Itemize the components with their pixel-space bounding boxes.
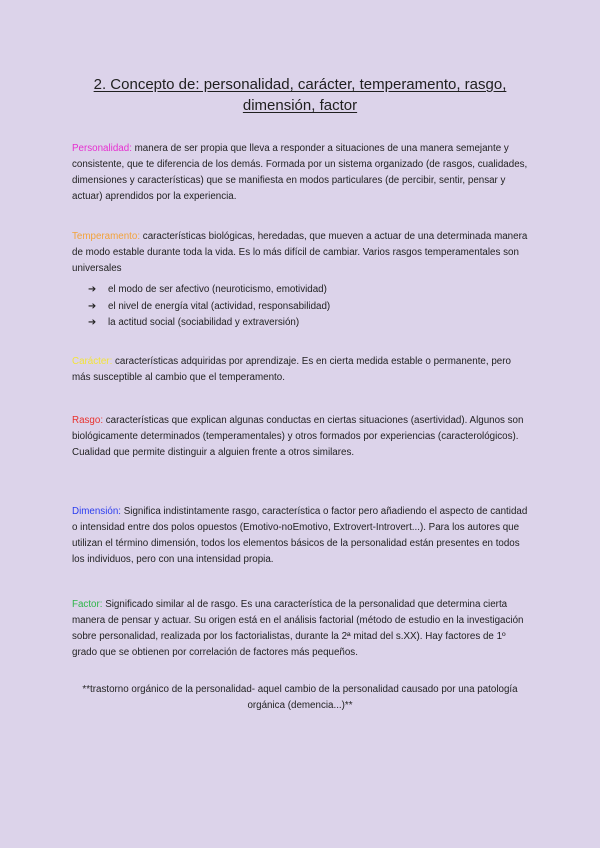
list-item: ➔ la actitud social (sociabilidad y extraversión) — [88, 315, 532, 332]
list-item: ➔ el nivel de energía vital (actividad, responsabilidad) — [88, 299, 532, 316]
section-rasgo — [72, 413, 532, 461]
footnote: **trastorno orgánico de la personalidad- aquel cambio de la personalidad causado por una patología orgánica (demencia...)** — [82, 684, 518, 711]
definition-personalidad: manera de ser propia que lleva a responder a situaciones de una manera semejante y consistente, que te diferencia de los demás. Formada por un sistema organizado (de rasgos, cualidades, dimensiones y características) que se manifiesta en modos particulares (de percibir, sentir, pensar y actuar) aprendidos por la experiencia. — [72, 143, 528, 202]
section-temperamento — [72, 229, 532, 332]
temperamento-paragraph — [72, 229, 532, 277]
term-caracter: Carácter: — [72, 356, 113, 367]
definition-dimension: Significa indistintamente rasgo, característica o factor pero añadiendo el aspecto de cantidad o intensidad entre dos polos opuestos (Emotivo-noEmotivo, Extrovert-Introvert...). Para los autores que utilizan el término dimensión, todos los elementos básicos de la personalidad están presentes en todos los individuos, pero con una intensidad propia. — [72, 506, 528, 565]
term-dimension: Dimensión: — [72, 506, 122, 517]
term-temperamento: Temperamento: — [72, 231, 141, 242]
section-caracter — [72, 354, 532, 386]
definition-temperamento: características biológicas, heredadas, que mueven a actuar de una determinada manera de modo estable durante toda la vida. Es lo más difícil de cambiar. Varios rasgos temperamentales son universales — [72, 231, 528, 274]
arrow-right-icon: ➔ — [88, 317, 97, 328]
temperamento-bullet-list — [72, 282, 532, 332]
definition-factor: Significado similar al de rasgo. Es una característica de la personalidad que determina cierta manera de pensar y actuar. Su origen está en el análisis factorial (método de estudio en la investigación sobre personalidad, realizada por los factorialistas, durante la 2ª mitad del s.XX). Hay factores de 1º grado que se obtienen por correlación de factores más pequeños. — [72, 599, 524, 658]
section-dimension — [72, 504, 532, 568]
arrow-right-icon: ➔ — [88, 284, 97, 295]
section-personalidad — [72, 141, 532, 205]
definition-rasgo: características que explican algunas conductas en ciertas situaciones (asertividad). Algunos son biológicamente determinados (temperamentales) y otros formados por experiencias (caracterológicos). Cualidad que permite distinguir a alguien frente a otros similares. — [72, 415, 524, 458]
section-factor — [72, 597, 532, 661]
term-personalidad: Personalidad: — [72, 143, 132, 154]
list-item: ➔ el modo de ser afectivo (neuroticismo, emotividad) — [88, 282, 532, 299]
term-factor: Factor: — [72, 599, 103, 610]
page-title: 2. Concepto de: personalidad, carácter, temperamento, rasgo, dimensión, factor — [93, 76, 507, 114]
definition-caracter: características adquiridas por aprendizaje. Es en cierta medida estable o permanente, pero más susceptible al cambio que el temperamento. — [72, 356, 511, 383]
arrow-right-icon: ➔ — [88, 300, 97, 312]
term-rasgo: Rasgo: — [72, 415, 104, 426]
